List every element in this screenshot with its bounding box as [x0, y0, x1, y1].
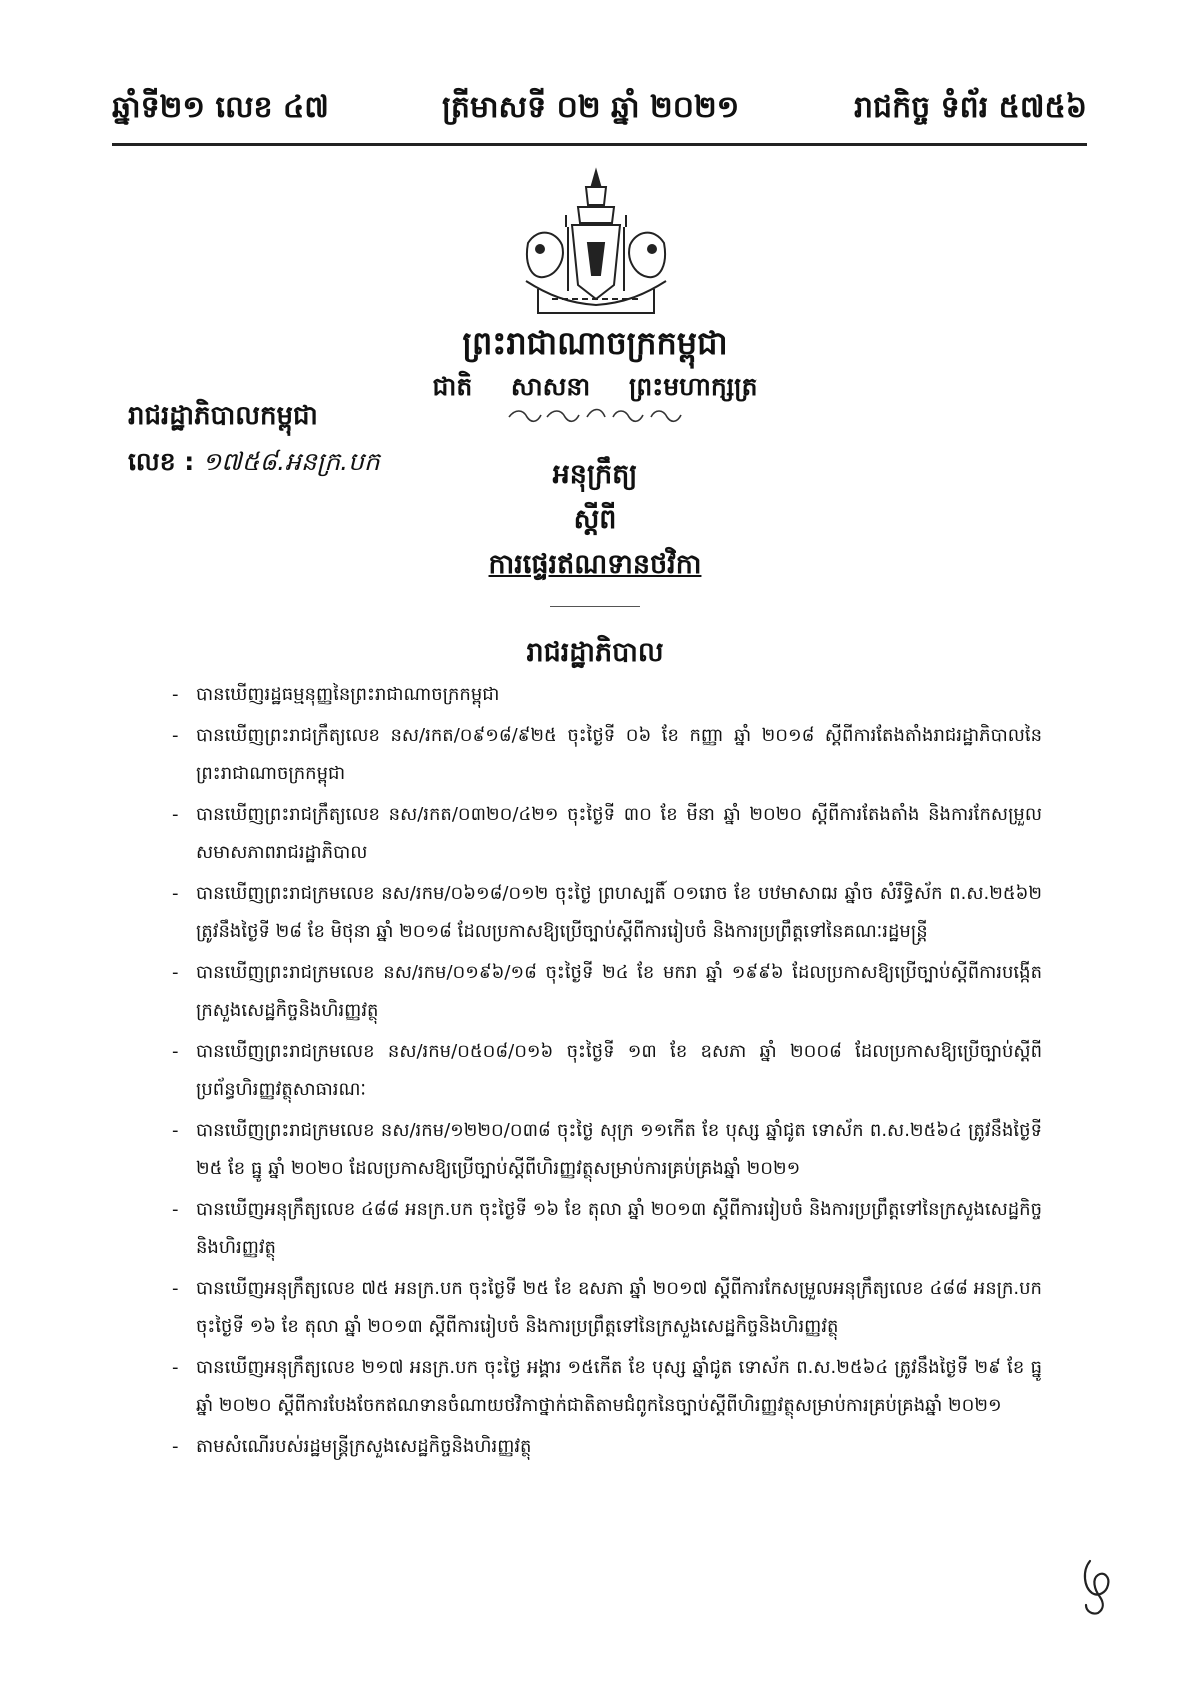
- preamble-list: [172, 676, 1042, 1469]
- national-motto: ជាតិ សាសនា ព្រះមហាក្សត្រ: [432, 372, 758, 401]
- royal-arms-emblem-icon: [508, 165, 684, 325]
- preamble-item: - បានឃើញព្រះរាជក្រឹត្យលេខ នស/រកត/០៩១៨/៩២៥ ចុះថ្ងៃទី ០៦ ខែ កញ្ញា ឆ្នាំ ២០១៨ ស្តីពីការតែងតាំងរាជរដ្ឋាភិបាលនៃព្រះរាជាណាចក្រកម្ពុជា: [172, 717, 1042, 793]
- preamble-item: - បានឃើញព្រះរាជក្រមលេខ នស/រកម/០៥០៨/០១៦ ចុះថ្ងៃទី ១៣ ខែ ឧសភា ឆ្នាំ ២០០៨ ដែលប្រកាសឱ្យប្រើច្បាប់ស្តីពីប្រព័ន្ធហិរញ្ញវត្ថុសាធារណៈ: [172, 1033, 1042, 1109]
- gazette-page: រាជកិច្ច ទំព័រ ៥៧៥៦: [854, 90, 1087, 125]
- preamble-item: - បានឃើញរដ្ឋធម្មនុញ្ញនៃព្រះរាជាណាចក្រកម្ពុជា: [172, 676, 1042, 714]
- preamble-item: - បានឃើញព្រះរាជក្រមលេខ នស/រកម/០៦១៨/០១២ ចុះថ្ងៃ ព្រហស្បតិ៍ ០១រោច ខែ បឋមាសាឍ ឆ្នាំច សំរឹទ្ធិស័ក ព.ស.២៥៦២ ត្រូវនឹងថ្ងៃទី ២៨ ខែ មិថុនា ឆ្នាំ ២០១៨ ដែលប្រកាសឱ្យប្រើច្បាប់ស្តីពីការរៀបចំ និងការប្រព្រឹត្តទៅនៃគណៈរដ្ឋមន្ត្រី: [172, 875, 1042, 951]
- document-type: អនុក្រឹត្យ: [552, 459, 638, 490]
- issuer-name: រាជរដ្ឋាភិបាលកម្ពុជា: [128, 401, 318, 431]
- document-subject: ការផ្ទេរឥណទានថវិកា: [488, 549, 702, 580]
- enacting-authority: រាជរដ្ឋាភិបាល: [526, 637, 664, 668]
- preamble-item: - បានឃើញអនុក្រឹត្យលេខ ២១៧ អនក្រ.បក ចុះថ្ងៃ អង្គារ ១៥កើត ខែ បុស្ស ឆ្នាំជូត ទោស័ក ព.ស.២៥៦៤ ត្រូវនឹងថ្ងៃទី ២៩ ខែ ធ្នូ ឆ្នាំ ២០២០ ស្តីពីការបែងចែកឥណទានចំណាយថវិកាថ្នាក់ជាតិតាមជំពូកនៃច្បាប់ស្តីពីហិរញ្ញវត្ថុសម្រាប់ការគ្រប់គ្រងឆ្នាំ ២០២១: [172, 1349, 1042, 1425]
- kingdom-name: ព្រះរាជាណាចក្រកម្ពុជា: [462, 324, 728, 362]
- preamble-item: - បានឃើញអនុក្រឹត្យលេខ ៧៥ អនក្រ.បក ចុះថ្ងៃទី ២៥ ខែ ឧសភា ឆ្នាំ ២០១៧ ស្តីពីការកែសម្រួលអនុក្រឹត្យលេខ ៤៨៨ អនក្រ.បក ចុះថ្ងៃទី ១៦ ខែ តុលា ឆ្នាំ ២០១៣ ស្តីពីការរៀបចំ និងការប្រព្រឹត្តទៅនៃក្រសួងសេដ្ឋកិច្ចនិងហិរញ្ញវត្ថុ: [172, 1270, 1042, 1346]
- preamble-item: - បានឃើញព្រះរាជក្រឹត្យលេខ នស/រកត/០៣២០/៤២១ ចុះថ្ងៃទី ៣០ ខែ មីនា ឆ្នាំ ២០២០ ស្តីពីការតែងតាំង និងការកែសម្រួលសមាសភាពរាជរដ្ឋាភិបាល: [172, 796, 1042, 872]
- gazette-quarter: ត្រីមាសទី ០២ ឆ្នាំ ២០២១: [442, 90, 740, 125]
- gazette-header: [112, 88, 1087, 134]
- gazette-year-issue: ឆ្នាំទី២១ លេខ ៤៧: [112, 90, 329, 125]
- decree-number-label: លេខ :: [128, 447, 195, 476]
- initial-signature-icon: [1078, 1553, 1118, 1617]
- preamble-item: - បានឃើញព្រះរាជក្រមលេខ នស/រកម/០១៩៦/១៨ ចុះថ្ងៃទី ២៤ ខែ មករា ឆ្នាំ ១៩៩៦ ដែលប្រកាសឱ្យប្រើច្បាប់ស្តីពីការបង្កើតក្រសួងសេដ្ឋកិច្ចនិងហិរញ្ញវត្ថុ: [172, 954, 1042, 1030]
- title-divider: [550, 606, 640, 607]
- preamble-item: - បានឃើញអនុក្រឹត្យលេខ ៤៨៨ អនក្រ.បក ចុះថ្ងៃទី ១៦ ខែ តុលា ឆ្នាំ ២០១៣ ស្តីពីការរៀបចំ និងការប្រព្រឹត្តទៅនៃក្រសួងសេដ្ឋកិច្ចនិងហិរញ្ញវត្ថុ: [172, 1191, 1042, 1267]
- decorative-flourish-icon: [505, 405, 685, 425]
- preamble-item: - បានឃើញព្រះរាជក្រមលេខ នស/រកម/១២២០/០៣៨ ចុះថ្ងៃ សុក្រ ១១កើត ខែ បុស្ស ឆ្នាំជូត ទោស័ក ព.ស.២៥៦៤ ត្រូវនឹងថ្ងៃទី ២៥ ខែ ធ្នូ ឆ្នាំ ២០២០ ដែលប្រកាសឱ្យប្រើច្បាប់ស្តីពីហិរញ្ញវត្ថុសម្រាប់ការគ្រប់គ្រងឆ្នាំ ២០២១: [172, 1112, 1042, 1188]
- header-divider: [112, 143, 1087, 146]
- preamble-item: - តាមសំណើរបស់រដ្ឋមន្ត្រីក្រសួងសេដ្ឋកិច្ចនិងហិរញ្ញវត្ថុ: [172, 1428, 1042, 1466]
- document-about: ស្តីពី: [573, 504, 617, 535]
- decree-number-value: ១៧៥៨.អនក្រ.បក: [202, 447, 380, 476]
